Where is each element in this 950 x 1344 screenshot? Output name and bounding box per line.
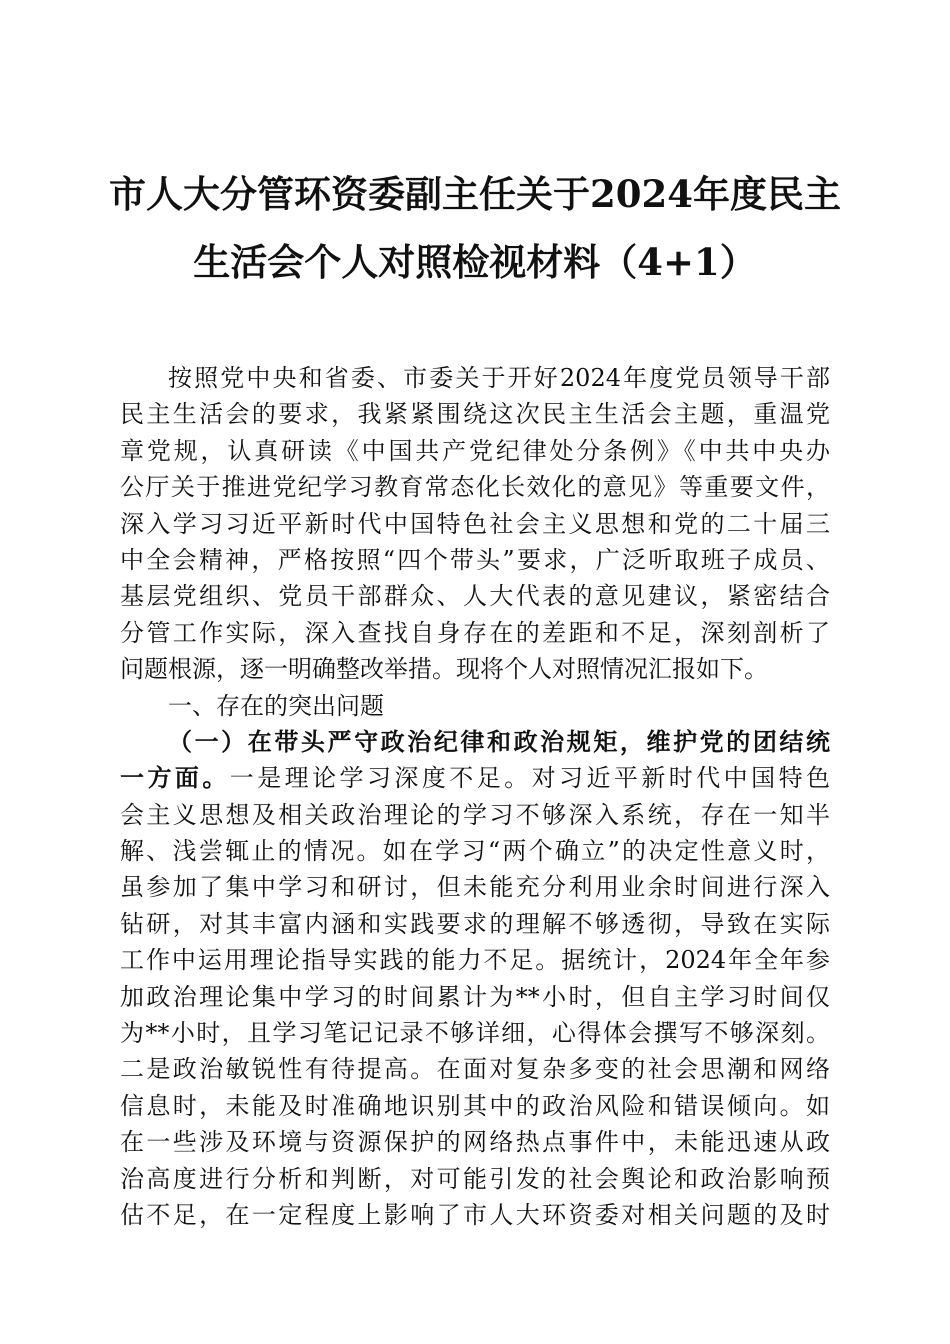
intro-line: 章党规，认真研读《中国共产党纪律处分条例》《中共中央办 xyxy=(120,436,830,465)
body-line: 为**小时，且学习笔记记录不够详细，心得体会撰写不够深刻。 xyxy=(120,1019,830,1048)
intro-line: 公厅关于推进党纪学习教育常态化长效化的意见》等重要文件， xyxy=(120,473,830,502)
body-line: 治高度进行分析和判断，对可能引发的社会舆论和政治影响预 xyxy=(120,1164,830,1193)
body-line: 加政治理论集中学习的时间累计为**小时，但自主学习时间仅 xyxy=(120,982,830,1011)
body-line: 工作中运用理论指导实践的能力不足。据统计，2024年全年参 xyxy=(120,946,830,975)
section-heading: 一、存在的突出问题 xyxy=(168,691,384,720)
document-title-line-1: 市人大分管环资委副主任关于2024年度民主 xyxy=(109,172,841,216)
subsection-first-line-text: 一是理论学习深度不足。对习近平新时代中国特色 xyxy=(229,764,831,793)
document-body xyxy=(120,360,830,1233)
intro-line: 问题根源，逐一明确整改举措。现将个人对照情况汇报如下。 xyxy=(120,655,768,684)
body-line: 虽参加了集中学习和研讨，但未能充分利用业余时间进行深入 xyxy=(120,873,830,902)
body-line: 会主义思想及相关政治理论的学习不够深入系统，存在一知半 xyxy=(120,800,830,829)
intro-line: 深入学习习近平新时代中国特色社会主义思想和党的二十届三 xyxy=(120,509,830,538)
body-line: 在一些涉及环境与资源保护的网络热点事件中，未能迅速从政 xyxy=(120,1128,830,1157)
body-line: 钻研，对其丰富内涵和实践要求的理解不够透彻，导致在实际 xyxy=(120,909,830,938)
body-line: 信息时，未能及时准确地识别其中的政治风险和错误倾向。如 xyxy=(120,1091,830,1120)
document-title-line-2: 生活会个人对照检视材料（4+1） xyxy=(193,240,757,284)
body-line: 解、浅尝辄止的情况。如在学习“两个确立”的决定性意义时， xyxy=(120,837,830,866)
subsection-title-part-b: 一方面。 xyxy=(120,763,230,793)
subsection-first-line xyxy=(120,760,830,796)
body-line: 估不足，在一定程度上影响了市人大环资委对相关问题的及时 xyxy=(120,1200,830,1229)
intro-line: 分管工作实际，深入查找自身存在的差距和不足，深刻剖析了 xyxy=(120,618,830,647)
subsection-title-part-a: （一）在带头严守政治纪律和政治规矩，维护党的团结统 xyxy=(168,726,830,756)
intro-line: 基层党组织、党员干部群众、人大代表的意见建议，紧密结合 xyxy=(120,582,830,611)
body-line: 二是政治敏锐性有待提高。在面对复杂多变的社会思潮和网络 xyxy=(120,1055,830,1084)
intro-line: 民主生活会的要求，我紧紧围绕这次民主生活会主题，重温党 xyxy=(120,400,830,429)
subsection-heading xyxy=(120,724,830,760)
intro-line: 按照党中央和省委、市委关于开好2024年度党员领导干部 xyxy=(168,364,830,392)
intro-line: 中全会精神，严格按照“四个带头”要求，广泛听取班子成员、 xyxy=(120,545,830,574)
